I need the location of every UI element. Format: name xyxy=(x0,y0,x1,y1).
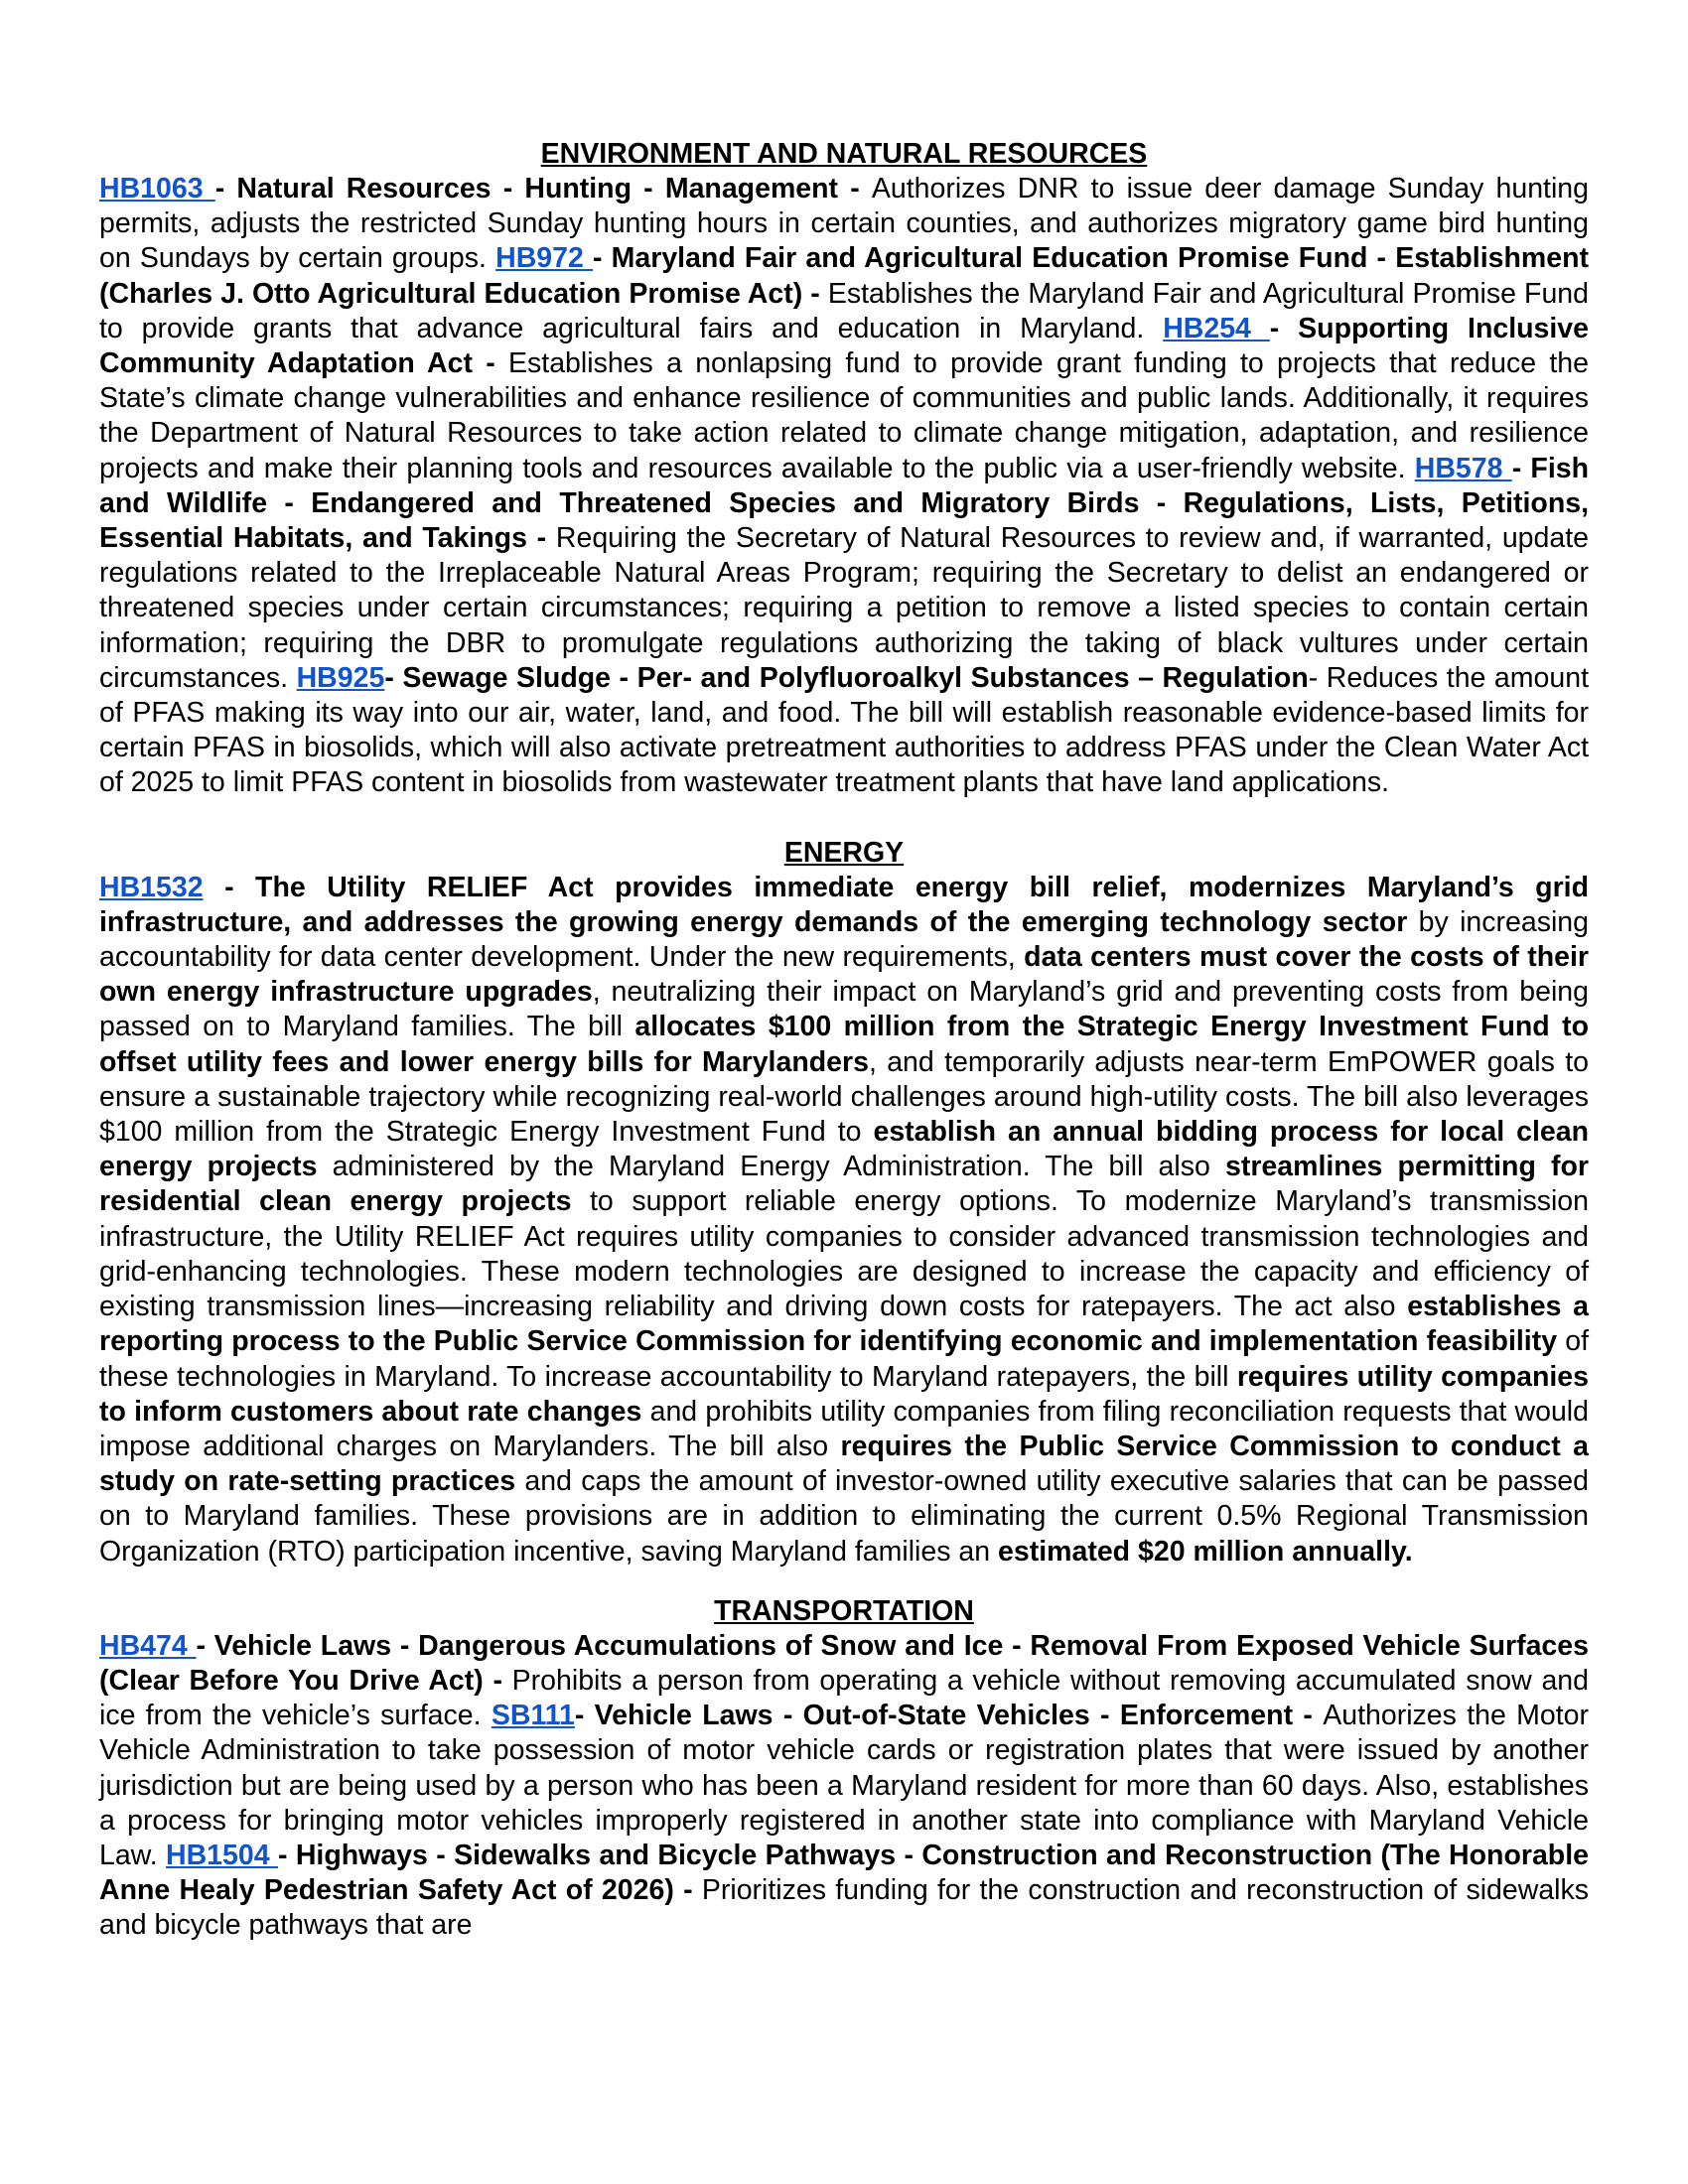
bill-title-text: data centers must cover the costs of their own energy infrastructure upgrades xyxy=(99,941,1590,1009)
bill-link[interactable]: HB972 xyxy=(495,242,593,275)
bill-title-text: requires the Public Service Commission to conduct a study on rate-setting practices xyxy=(99,1430,1589,1498)
bill-description-text: of these technologies in Maryland. To increase accountability to Maryland ratepayers, the bill xyxy=(99,1325,1589,1393)
bill-description-text: Establishes the Maryland Fair and Agricultural Promise Fund to provide grants that advance agricultural fairs and education in Maryland. xyxy=(99,277,1589,344)
bill-title-text: - Fish and Wildlife - Endangered and Threatened Species and Migratory Birds - Regulations, Lists, Petitions, Essential Habitats, and Takings - xyxy=(99,452,1590,555)
bill-description-text: - Reduces the amount of PFAS making its way into our air, water, land, and food. The bill will establish reasonable evidence-based limits for certain PFAS in biosolids, which will also activate pretreatment authorities to address PFAS under the Clean Water Act of 2025 to limit PFAS content in biosolids from wastewater treatment plants that have land applications. xyxy=(99,661,1589,799)
bill-title-text: - Highways - Sidewalks and Bicycle Pathways - Construction and Reconstruction (The Honorable Anne Healy Pedestrian Safety Act of 2026) - xyxy=(99,1839,1589,1907)
bill-link[interactable]: HB254 xyxy=(1163,312,1270,344)
bill-link[interactable]: HB474 xyxy=(99,1629,197,1662)
bill-title-text: requires utility companies to inform customers about rate changes xyxy=(99,1360,1589,1428)
section-title-energy: ENERGY xyxy=(783,836,905,869)
bill-link[interactable]: HB1532 xyxy=(99,871,204,903)
bill-title-text: - The Utility RELIEF Act provides immediate energy bill relief, modernizes Maryland’s grid infrastructure, and addresses the growing energy demands of the emerging technology sector xyxy=(99,871,1589,938)
section-body-energy xyxy=(99,871,1589,1570)
bill-description-text: Prohibits a person from operating a vehicle without removing accumulated snow and ice from the vehicle’s surface. xyxy=(99,1664,1589,1732)
bill-description-text: Authorizes DNR to issue deer damage Sunday hunting permits, adjusts the restricted Sunday hunting hours in certain counties, and authorizes migratory game bird hunting on Sundays by certain groups. xyxy=(99,173,1589,275)
bill-link[interactable]: HB578 xyxy=(1414,452,1512,484)
bill-link[interactable]: HB1063 xyxy=(99,173,215,205)
bill-title-text: - Maryland Fair and Agricultural Education Promise Fund - Establishment (Charles J. Otto Agricultural Education Promise Act) - xyxy=(99,242,1589,310)
bill-link[interactable]: SB111 xyxy=(491,1700,575,1732)
bill-description-text: and prohibits utility companies from filing reconciliation requests that would impose additional charges on Marylanders. The bill also xyxy=(99,1395,1589,1462)
bill-description-text: , neutralizing their impact on Maryland’s grid and preventing costs from being passed on to Maryland families. The bill xyxy=(99,976,1589,1043)
section-body-environment xyxy=(99,172,1589,801)
bill-title-text: estimated $20 million annually. xyxy=(998,1535,1413,1568)
bill-description-text: and caps the amount of investor-owned utility executive salaries that can be passed on to Maryland families. These provisions are in addition to eliminating the current 0.5% Regional Transmission Organization (RTO) participation incentive, saving Maryland families an xyxy=(99,1465,1590,1568)
bill-title-text: - Supporting Inclusive Community Adaptation Act - xyxy=(99,312,1589,380)
bill-title-text: - Sewage Sludge - Per- and Polyfluoroalkyl Substances – Regulation xyxy=(384,661,1309,694)
bill-title-text: allocates $100 million from the Strategic Energy Investment Fund to offset utility fees and lower energy bills for Marylanders xyxy=(99,1011,1589,1078)
section-title-transportation: TRANSPORTATION xyxy=(714,1594,974,1627)
bill-title-text: - Vehicle Laws - Dangerous Accumulations of Snow and Ice - Removal From Exposed Vehicle Surfaces (Clear Before You Drive Act) - xyxy=(99,1629,1589,1697)
bill-link[interactable]: HB925 xyxy=(296,661,385,694)
section-spacer xyxy=(99,1570,1589,1594)
bill-description-text: by increasing accountability for data center development. Under the new requirements, xyxy=(99,905,1590,974)
bill-link[interactable]: HB1504 xyxy=(166,1839,278,1871)
bill-description-text: administered by the Maryland Energy Administration. The bill also xyxy=(317,1151,1225,1183)
section-title-environment: ENVIRONMENT AND NATURAL RESOURCES xyxy=(540,138,1148,170)
bill-description-text: , and temporarily adjusts near-term EmPOWER goals to ensure a sustainable trajectory while recognizing real-world challenges around high-utility costs. The bill also leverages $100 million from the Strategic Energy Investment Fund to xyxy=(99,1045,1589,1149)
bill-title-text: establishes a reporting process to the Public Service Commission for identifying economic and implementation feasibility xyxy=(99,1291,1589,1358)
bill-description-text: Requiring the Secretary of Natural Resources to review and, if warranted, update regulations related to the Irreplaceable Natural Areas Program; requiring the Secretary to delist an endangered or threatened species under certain circumstances; requiring a petition to remove a listed species to contain certain information; requiring the DBR to promulgate regulations authorizing the taking of black vultures under certain circumstances. xyxy=(99,522,1589,694)
section-body-transportation xyxy=(99,1629,1589,1944)
bill-title-text: establish an annual bidding process for local clean energy projects xyxy=(99,1116,1589,1183)
bill-title-text: - Natural Resources - Hunting - Management - xyxy=(214,173,872,205)
bill-description-text: Establishes a nonlapsing fund to provide grant funding to projects that reduce the State’s climate change vulnerabilities and enhance resilience of communities and public lands. Additionally, it requires the Department of Natural Resources to take action related to climate change mitigation, adaptation, and resilience projects and make their planning tools and resources available to the public via a user-friendly website. xyxy=(99,347,1589,484)
bill-description-text: Prioritizes funding for the construction and reconstruction of sidewalks and bicycle pathways that are xyxy=(99,1874,1589,1942)
bill-title-text: - Vehicle Laws - Out-of-State Vehicles - Enforcement - xyxy=(574,1700,1324,1732)
section-spacer xyxy=(99,801,1589,836)
bill-title-text: streamlines permitting for residential clean energy projects xyxy=(99,1151,1590,1218)
bill-description-text: Authorizes the Motor Vehicle Administration to take possession of motor vehicle cards or registration plates that were issued by another jurisdiction but are being used by a person who has been a Maryland resident for more than 60 days. Also, establishes a process for bringing motor vehicles improperly registered in another state into compliance with Maryland Vehicle Law. xyxy=(99,1700,1589,1871)
bill-description-text: to support reliable energy options. To modernize Maryland’s transmission infrastructure, the Utility RELIEF Act requires utility companies to consider advanced transmission technologies and grid-enhancing technologies. These modern technologies are designed to increase the capacity and efficiency of existing transmission lines—increasing reliability and driving down costs for ratepayers. The act also xyxy=(99,1185,1589,1323)
